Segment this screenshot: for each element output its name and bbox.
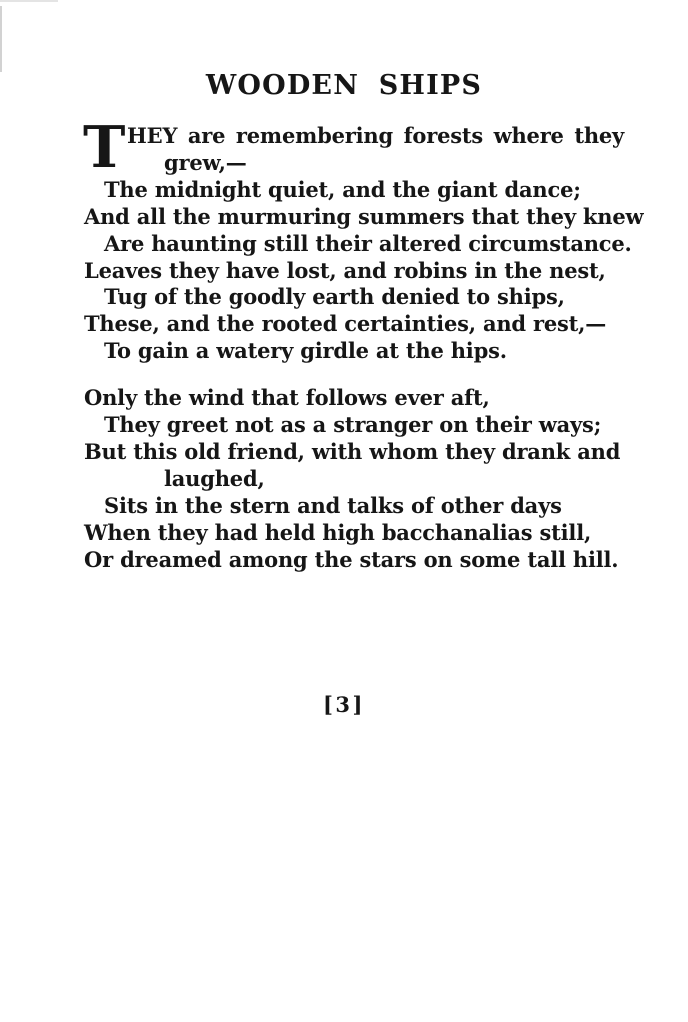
poem-line: To gain a watery girdle at the hips. <box>104 338 507 364</box>
poem-line: The midnight quiet, and the giant dance; <box>104 176 581 202</box>
stanza-1 <box>83 114 644 365</box>
poem-line: When they had held high bacchanalias still, <box>84 519 592 545</box>
poem-line: Tug of the goodly earth denied to ships, <box>104 284 565 310</box>
poem-body <box>83 114 644 574</box>
poem-line: Only the wind that follows ever aft, <box>84 385 490 411</box>
poem-line: Sits in the stern and talks of other days <box>104 492 562 518</box>
poem-title: WOODEN SHIPS <box>205 70 483 101</box>
scan-edge-artifact-left <box>0 6 2 72</box>
dropcap-letter: T <box>83 114 126 181</box>
poem-line: Leaves they have lost, and robins in the nest, <box>84 257 606 283</box>
scan-edge-artifact-top <box>0 0 58 2</box>
poem-line: grew,— <box>164 149 247 175</box>
poem-line: And all the murmuring summers that they knew <box>84 203 644 229</box>
poem-line: They greet not as a stranger on their ways; <box>104 412 602 438</box>
poem-line: Are haunting still their altered circumstance. <box>104 230 632 256</box>
poem-line: laughed, <box>164 465 265 491</box>
poem-line: But this old friend, with whom they drank and <box>84 438 621 464</box>
stanza-2 <box>84 385 621 573</box>
poem-line: These, and the rooted certainties, and rest,— <box>84 311 607 337</box>
poem-line: Or dreamed among the stars on some tall hill. <box>84 546 619 572</box>
poem-line-text: HEY are remembering forests where they <box>127 123 625 148</box>
page-number: [3] <box>323 692 365 717</box>
